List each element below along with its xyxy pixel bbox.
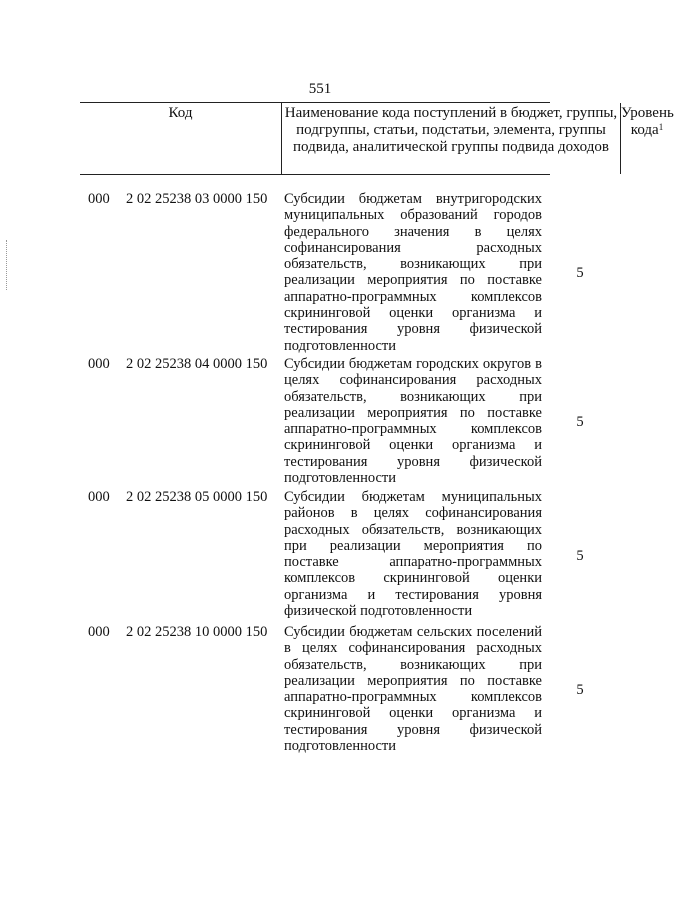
header-name: Наименование кода поступлений в бюджет, группы, подгруппы, статьи, подстатьи, элемента, группы подвида, аналитической группы подвида доходов (281, 103, 621, 174)
header-level-label: Уровень кода (621, 105, 674, 138)
header-code: Код (168, 105, 193, 121)
row-description: Субсидии бюджетам сельских поселений в целях софинансирования расходных обязательств, возникающих при реализации мероприятия по поставке аппаратно-программных комплексов скрининговой оценки организма и тестирования уровня физической подготовленности (284, 624, 542, 755)
page-number: 551 (308, 81, 332, 97)
row-description: Субсидии бюджетам внутригородских муниципальных образований городов федерального значения в целях софинансирования расходных обязательств, возникающих при реализации мероприятия по поставке аппаратно-программных комплексов скрининговой оценки организма и тестирования уровня физической подготовленности (284, 191, 542, 354)
margin-marks (6, 240, 9, 290)
row-prefix: 000 (88, 624, 110, 640)
row-code: 2 02 25238 10 0000 150 (126, 624, 268, 640)
row-code: 2 02 25238 04 0000 150 (126, 356, 268, 372)
row-prefix: 000 (88, 356, 110, 372)
header-level-footnote: 1 (658, 122, 664, 132)
row-code: 2 02 25238 03 0000 150 (126, 191, 268, 207)
row-level: 5 (576, 265, 584, 281)
row-code: 2 02 25238 05 0000 150 (126, 489, 268, 505)
row-description: Субсидии бюджетам муниципальных районов в целях софинансирования расходных обязательств, возникающих при реализации мероприятия по поставке аппаратно-программных комплексов скрининговой оценки организма и тестирования уровня физической подготовленности (284, 489, 542, 620)
row-description: Субсидии бюджетам городских округов в целях софинансирования расходных обязательств, возникающих при реализации мероприятия по поставке аппаратно-программных комплексов скрининговой оценки организма и тестирования уровня физической подготовленности (284, 356, 542, 487)
row-prefix: 000 (88, 191, 110, 207)
row-level: 5 (576, 548, 584, 564)
row-prefix: 000 (88, 489, 110, 505)
header-level (621, 105, 673, 139)
row-level: 5 (576, 414, 584, 430)
table-header (80, 102, 674, 175)
row-level: 5 (576, 682, 584, 698)
